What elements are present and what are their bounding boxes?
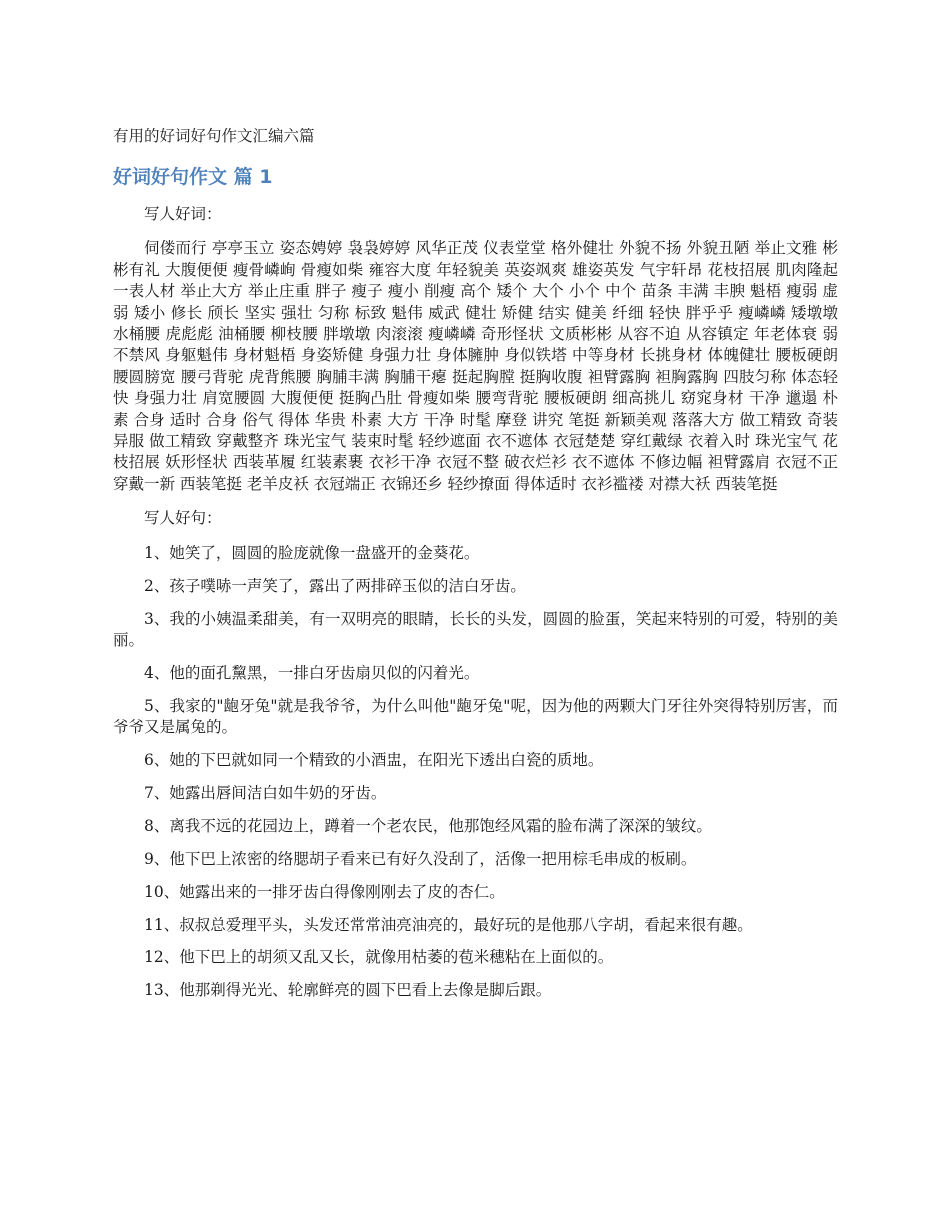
words-label: 写人好词： bbox=[144, 205, 222, 223]
sentence-item: 8、离我不远的花园边上，蹲着一个老农民，他那饱经风霜的脸布满了深深的皱纹。 bbox=[144, 816, 712, 835]
words-paragraph: 伺偻而行 亭亭玉立 姿态娉婷 袅袅婷婷 风华正茂 仪表堂堂 格外健壮 外貌不扬 外貌丑陋 举止文雅 彬彬有礼 大腹便便 瘦骨嶙峋 骨瘦如柴 雍容大度 年轻貌美 英姿飒爽 雄姿英发 气宇轩昂 花枝招展 肌肉隆起 一表人材 举止大方 举止庄重 胖子 瘦子 瘦小 削瘦 高个 矮个 大个 小个 中个 苗条 丰满 丰腴 魁梧 瘦弱 虚弱 矮小 修长 颀长 坚实 强壮 匀称 标致 魁伟 威武 健壮 矫健 结实 健美 纤细 轻快 胖乎乎 瘦嶙嶙 矮墩墩 水桶腰 虎彪彪 油桶腰 柳枝腰 胖墩墩 肉滚滚 瘦嶙嶙 奇形怪状 文质彬彬 从容不迫 从容镇定 年老体衰 弱不禁风 身躯魁伟 身材魁梧 身姿矫健 身强力壮 身体臃肿 身似铁塔 中等身材 长挑身材 体魄健壮 腰板硬朗 腰圆膀宽 腰弓背驼 虎背熊腰 胸脯丰满 胸脯干瘪 挺起胸膛 挺胸收腹 袒臂露胸 袒胸露胸 四肢匀称 体态轻快 身强力壮 肩宽腰圆 大腹便便 挺胸凸肚 骨瘦如柴 腰弯背驼 腰板硬朗 细高挑儿 窈窕身材 干净 邋遢 朴素 合身 适时 合身 俗气 得体 华贵 朴素 大方 干净 时髦 摩登 讲究 笔挺 新颖美观 落落大方 做工精致 奇装异服 做工精致 穿戴整齐 珠光宝气 装束时髦 轻纱遮面 衣不遮体 衣冠楚楚 穿红戴绿 衣着入时 珠光宝气 花枝招展 妖形怪状 西装革履 红装素裹 衣衫干净 衣冠不整 破衣烂衫 衣不遮体 不修边幅 袒臂露肩 衣冠不正 穿戴一新 西装笔挺 老羊皮袄 衣冠端正 衣锦还乡 轻纱撩面 得体适时 衣衫褴褛 对襟大袄 西装笔挺 bbox=[113, 239, 838, 493]
sentence-item: 4、他的面孔黧黑，一排白牙齿扇贝似的闪着光。 bbox=[144, 663, 480, 682]
section-heading: 好词好句作文 篇 1 bbox=[113, 166, 273, 188]
sentence-item: 10、她露出来的一排牙齿白得像刚刚去了皮的杏仁。 bbox=[144, 882, 505, 901]
sentence-item: 7、她露出唇间洁白如牛奶的牙齿。 bbox=[144, 783, 387, 802]
sentence-item: 11、叔叔总爱理平头，头发还常常油亮油亮的，最好玩的是他那八字胡，看起来很有趣。 bbox=[144, 915, 753, 934]
sentences-label: 写人好句： bbox=[144, 509, 222, 528]
sentence-item: 1、她笑了，圆圆的脸庞就像一盘盛开的金葵花。 bbox=[144, 543, 480, 562]
sentence-item: 3、我的小姨温柔甜美，有一双明亮的眼睛，长长的头发，圆圆的脸蛋，笑起来特别的可爱，特别的美丽。 bbox=[113, 609, 838, 649]
sentence-item: 9、他下巴上浓密的络腮胡子看来已有好久没刮了，活像一把用棕毛串成的板刷。 bbox=[144, 849, 697, 868]
sentence-item: 2、孩子噗哧一声笑了，露出了两排碎玉似的洁白牙齿。 bbox=[144, 576, 526, 595]
document-body bbox=[113, 204, 838, 1013]
sentence-item: 13、他那剃得光光、轮廓鲜亮的圆下巴看上去像是脚后跟。 bbox=[144, 981, 552, 1000]
document-title: 有用的好词好句作文汇编六篇 bbox=[113, 127, 315, 145]
sentence-item: 12、他下巴上的胡须又乱又长，就像用枯萎的苞米穗粘在上面似的。 bbox=[144, 948, 614, 967]
sentence-item: 6、她的下巴就如同一个精致的小酒盅，在阳光下透出白瓷的质地。 bbox=[144, 751, 604, 770]
sentence-item: 5、我家的"龅牙兔"就是我爷爷，为什么叫他"龅牙兔"呢，因为他的两颗大门牙往外突得特别厉害，而爷爷又是属兔的。 bbox=[113, 696, 838, 737]
